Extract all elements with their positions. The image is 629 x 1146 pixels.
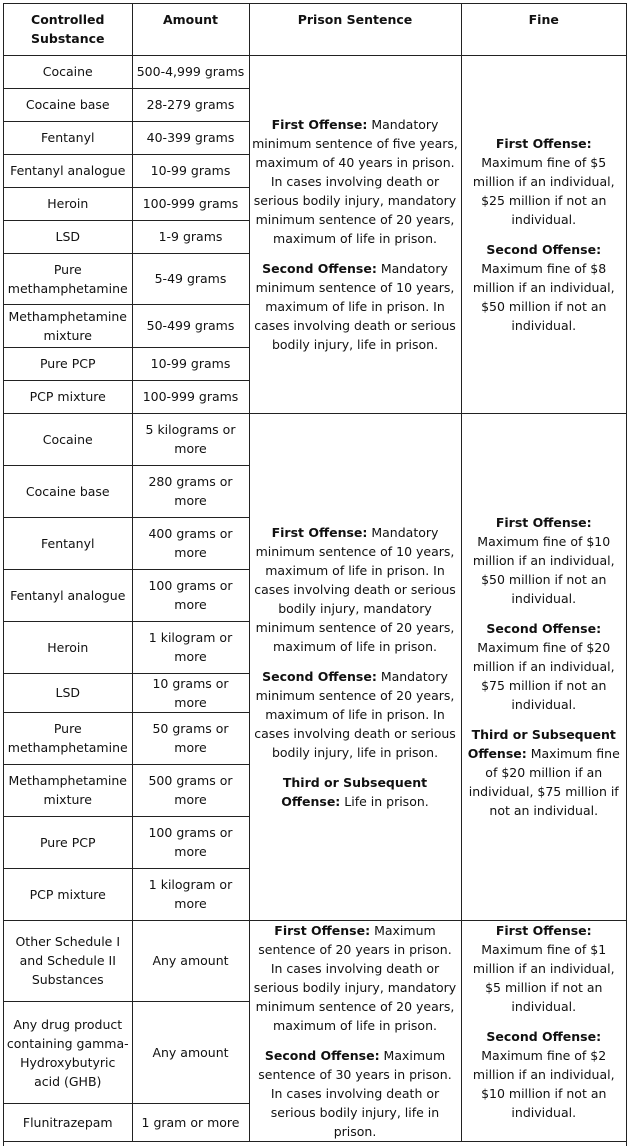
substance-cell: Pure methamphetamine: [4, 253, 132, 304]
amount-cell: 50 grams or more: [132, 712, 249, 764]
offense-paragraph: [252, 667, 459, 762]
offense-text: Life in prison.: [340, 793, 429, 809]
offense-text: Mandatory minimum sentence of five years, maximum of 40 years in prison. In cases involving death or serious bodily injury, mandatory minimum sentence of 20 years, maximum of life in prison.: [252, 116, 458, 246]
substance-cell: Fentanyl: [4, 121, 132, 154]
amount-cell: 1-9 grams: [132, 220, 249, 253]
prison-sentence-cell: [249, 55, 461, 413]
table-body: [4, 55, 626, 1141]
substance-cell: PCP mixture: [4, 380, 132, 413]
offense-label: First Offense:: [495, 515, 592, 530]
substance-cell: Cocaine: [4, 413, 132, 465]
header-prison-sentence: Prison Sentence: [249, 4, 461, 55]
penalties-table-container: [3, 3, 627, 1146]
offense-paragraph: [464, 725, 625, 820]
table-row: [4, 413, 626, 465]
amount-cell: 40-399 grams: [132, 121, 249, 154]
fine-cell: [461, 920, 626, 1141]
substance-cell: Fentanyl: [4, 517, 132, 569]
amount-cell: Any amount: [132, 920, 249, 1001]
amount-cell: 100-999 grams: [132, 380, 249, 413]
amount-cell: 500 grams or more: [132, 764, 249, 816]
fine-cell: [461, 55, 626, 413]
offense-label: Second Offense:: [262, 668, 377, 684]
substance-cell: Heroin: [4, 187, 132, 220]
offense-paragraph: [464, 921, 625, 1016]
offense-label: First Offense:: [495, 922, 592, 938]
offense-label: First Offense:: [271, 524, 368, 540]
offense-paragraph: [252, 773, 459, 811]
header-amount: Amount: [132, 4, 249, 55]
substance-cell: Other Schedule I and Schedule II Substances: [4, 920, 132, 1001]
offense-label: First Offense:: [274, 922, 371, 938]
amount-cell: 28-279 grams: [132, 88, 249, 121]
amount-cell: Any amount: [132, 1001, 249, 1104]
offense-text: Maximum fine of $2 million if an individual, $10 million if not an individual.: [472, 1047, 615, 1120]
offense-paragraph: [252, 259, 459, 354]
prison-sentence-cell: [249, 413, 461, 920]
substance-cell: Cocaine base: [4, 88, 132, 121]
substance-cell: Pure PCP: [4, 816, 132, 868]
amount-cell: 400 grams or more: [132, 517, 249, 569]
offense-paragraph: [464, 134, 625, 229]
drug-penalties-table: [4, 4, 626, 1142]
offense-label: Second Offense:: [486, 621, 602, 636]
prison-sentence-cell: [249, 920, 461, 1141]
substance-cell: Methamphetamine mixture: [4, 304, 132, 347]
offense-text: Maximum fine of $20 million if an individual, $75 million if not an individual.: [468, 746, 620, 818]
offense-label: Third or Subsequent Offense:: [467, 727, 616, 761]
offense-label: Second Offense:: [486, 241, 602, 257]
offense-text: Maximum sentence of 30 years in prison. In cases involving death or serious bodily injury, life in prison.: [258, 1047, 452, 1139]
substance-cell: Heroin: [4, 621, 132, 673]
offense-paragraph: [464, 619, 625, 714]
offense-paragraph: [252, 1046, 459, 1141]
table-row: [4, 55, 626, 88]
offense-text: Maximum fine of $8 million if an individual, $50 million if not an individual.: [472, 260, 615, 333]
offense-paragraph: [464, 1027, 625, 1122]
offense-text: Mandatory minimum sentence of 10 years, maximum of life in prison. In cases involving death or serious bodily injury, life in prison.: [254, 260, 456, 352]
offense-text: Maximum fine of $20 million if an individual, $75 million if not an individual.: [472, 640, 615, 712]
amount-cell: 100 grams or more: [132, 816, 249, 868]
substance-cell: Fentanyl analogue: [4, 569, 132, 621]
offense-text: Maximum fine of $1 million if an individual, $5 million if not an individual.: [472, 941, 615, 1014]
substance-cell: Methamphetamine mixture: [4, 764, 132, 816]
table-row: [4, 920, 626, 1001]
amount-cell: 5-49 grams: [132, 253, 249, 304]
offense-label: Second Offense:: [486, 1028, 602, 1044]
offense-label: Second Offense:: [262, 260, 377, 276]
offense-text: Mandatory minimum sentence of 20 years, maximum of life in prison. In cases involving death or serious bodily injury, life in prison.: [254, 668, 456, 760]
amount-cell: 1 kilogram or more: [132, 621, 249, 673]
amount-cell: 1 gram or more: [132, 1104, 249, 1141]
substance-cell: Fentanyl analogue: [4, 154, 132, 187]
substance-cell: Pure PCP: [4, 347, 132, 380]
fine-cell: [461, 413, 626, 920]
offense-text: Maximum fine of $10 million if an individual, $50 million if not an individual.: [472, 534, 615, 606]
substance-cell: Cocaine base: [4, 465, 132, 517]
offense-paragraph: [464, 513, 625, 608]
amount-cell: 10 grams or more: [132, 673, 249, 712]
header-row: [4, 4, 626, 55]
amount-cell: 10-99 grams: [132, 347, 249, 380]
offense-text: Maximum sentence of 20 years in prison. In cases involving death or serious bodily injury, mandatory minimum sentence of 20 years, maximum of life in prison.: [253, 922, 457, 1033]
amount-cell: 50-499 grams: [132, 304, 249, 347]
offense-paragraph: [252, 115, 459, 248]
offense-label: First Offense:: [495, 135, 592, 151]
amount-cell: 1 kilogram or more: [132, 868, 249, 920]
amount-cell: 280 grams or more: [132, 465, 249, 517]
offense-label: First Offense:: [271, 116, 368, 132]
offense-paragraph: [252, 523, 459, 656]
substance-cell: LSD: [4, 220, 132, 253]
substance-cell: PCP mixture: [4, 868, 132, 920]
offense-label: Second Offense:: [264, 1047, 380, 1063]
amount-cell: 100 grams or more: [132, 569, 249, 621]
offense-label: Third or Subsequent Offense:: [281, 774, 428, 809]
amount-cell: 10-99 grams: [132, 154, 249, 187]
substance-cell: Any drug product containing gamma-Hydroxybutyric acid (GHB): [4, 1001, 132, 1104]
offense-text: Maximum fine of $5 million if an individual, $25 million if not an individual.: [472, 154, 615, 227]
header-controlled-substance: Controlled Substance: [4, 4, 132, 55]
substance-cell: LSD: [4, 673, 132, 712]
offense-paragraph: [252, 921, 459, 1035]
substance-cell: Cocaine: [4, 55, 132, 88]
amount-cell: 5 kilograms or more: [132, 413, 249, 465]
offense-paragraph: [464, 240, 625, 335]
offense-text: Mandatory minimum sentence of 10 years, maximum of life in prison. In cases involving death or serious bodily injury, mandatory minimum sentence of 20 years, maximum of life in prison.: [254, 524, 456, 654]
header-fine: Fine: [461, 4, 626, 55]
substance-cell: Flunitrazepam: [4, 1104, 132, 1141]
amount-cell: 500-4,999 grams: [132, 55, 249, 88]
amount-cell: 100-999 grams: [132, 187, 249, 220]
substance-cell: Pure methamphetamine: [4, 712, 132, 764]
